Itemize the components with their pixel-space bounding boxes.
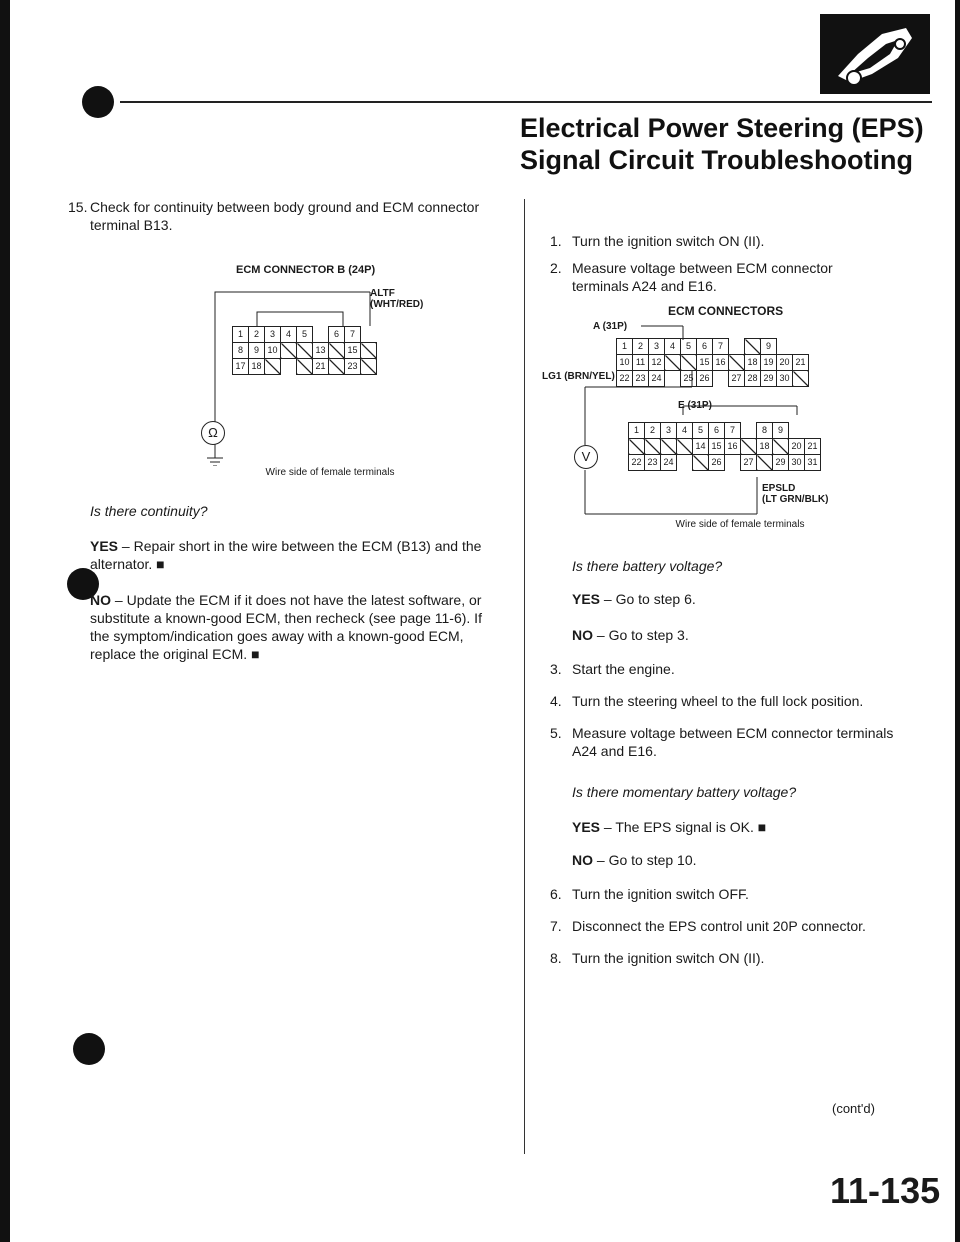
step-5 xyxy=(550,724,902,760)
terminal-16: 16 xyxy=(725,439,741,455)
page-number: 11-135 xyxy=(830,1170,941,1211)
continuity-question: Is there continuity? xyxy=(90,503,208,519)
terminal-empty xyxy=(265,359,281,375)
terminal-7: 7 xyxy=(725,423,741,439)
terminal-7: 7 xyxy=(345,327,361,343)
terminal-4: 4 xyxy=(665,339,681,355)
terminal-1: 1 xyxy=(629,423,645,439)
momentary-voltage-no: NO – Go to step 10. xyxy=(572,852,697,868)
terminal-7: 7 xyxy=(713,339,729,355)
ecm-b-caption: Wire side of female terminals xyxy=(265,467,395,478)
ecm-connector-b-grid xyxy=(232,326,377,375)
terminal-9: 9 xyxy=(761,339,777,355)
step-15-number: 15. xyxy=(68,199,88,215)
step-7 xyxy=(550,917,912,935)
terminal-empty xyxy=(793,371,809,387)
terminal-15: 15 xyxy=(697,355,713,371)
step-15 xyxy=(68,198,490,234)
no2-label: NO xyxy=(572,852,593,868)
no-text: Update the ECM if it does not have the latest software, or substitute a known-good ECM, then recheck (see page 11-6). If the symptom/indication goes away with a known-good ECM, replace the original ECM. xyxy=(90,592,482,662)
terminal-26: 26 xyxy=(697,371,713,387)
terminal-empty xyxy=(693,455,709,471)
terminal-empty xyxy=(361,359,377,375)
bullet-dot-1 xyxy=(82,86,114,118)
ecm-connector-e-grid xyxy=(628,422,821,471)
terminal-23: 23 xyxy=(633,371,649,387)
terminal-1: 1 xyxy=(233,327,249,343)
continuity-no: NO – Update the ECM if it does not have the latest software, or substitute a known-good ECM, then recheck (see page 11-6). If the symptom/indication goes away with a known-good ECM, replace the original ECM. ■ xyxy=(90,592,482,662)
continued-label: (cont'd) xyxy=(832,1101,875,1116)
ecm-b-row-3 xyxy=(233,359,377,375)
terminal-4: 4 xyxy=(677,423,693,439)
step-6-text: Turn the ignition switch OFF. xyxy=(572,886,749,902)
step-8-number: 8. xyxy=(550,950,562,966)
terminal-5: 5 xyxy=(681,339,697,355)
yes1-label: YES xyxy=(572,591,601,607)
terminal-empty xyxy=(741,439,757,455)
terminal-15: 15 xyxy=(345,343,361,359)
connector-e-label: E (31P) xyxy=(678,400,712,411)
step-4 xyxy=(550,692,902,710)
battery-voltage-yes: YES – Go to step 6. xyxy=(572,591,696,607)
terminal-empty xyxy=(297,343,313,359)
step-15-text: Check for continuity between body ground and ECM connector terminal B13. xyxy=(90,199,480,233)
momentary-voltage-question: Is there momentary battery voltage? xyxy=(572,784,797,800)
right-edge-bar xyxy=(955,0,960,1242)
terminal-14: 14 xyxy=(693,439,709,455)
step-7-number: 7. xyxy=(550,918,562,934)
terminal-empty xyxy=(329,343,345,359)
ecm-e-row-3 xyxy=(629,455,821,471)
step-8-text: Turn the ignition switch ON (II). xyxy=(572,950,765,966)
step-4-number: 4. xyxy=(550,693,562,709)
step-1 xyxy=(550,232,892,250)
terminal-18: 18 xyxy=(745,355,761,371)
terminal-2: 2 xyxy=(645,423,661,439)
terminal-20: 20 xyxy=(777,355,793,371)
terminal-empty xyxy=(729,355,745,371)
terminal-3: 3 xyxy=(265,327,281,343)
momentary-voltage-yes: YES – The EPS signal is OK. ■ xyxy=(572,819,767,835)
terminal-3: 3 xyxy=(649,339,665,355)
terminal-empty xyxy=(677,439,693,455)
terminal-28: 28 xyxy=(745,371,761,387)
step-6 xyxy=(550,885,912,903)
battery-voltage-question: Is there battery voltage? xyxy=(572,558,723,574)
terminal-29: 29 xyxy=(761,371,777,387)
altf-color-label: (WHT/RED) xyxy=(370,299,424,310)
terminal-24: 24 xyxy=(661,455,677,471)
terminal-gap xyxy=(665,371,681,387)
terminal-29: 29 xyxy=(773,455,789,471)
ohmmeter-icon: Ω xyxy=(201,421,225,445)
continuity-yes: YES – Repair short in the wire between the ECM (B13) and the alternator. ■ xyxy=(90,538,482,572)
step-5-number: 5. xyxy=(550,725,562,741)
terminal-10: 10 xyxy=(617,355,633,371)
terminal-empty xyxy=(745,339,761,355)
terminal-24: 24 xyxy=(649,371,665,387)
lg1-label: LG1 (BRN/YEL) xyxy=(542,371,615,382)
terminal-6: 6 xyxy=(697,339,713,355)
terminal-31: 31 xyxy=(805,455,821,471)
terminal-23: 23 xyxy=(345,359,361,375)
step-2-number: 2. xyxy=(550,260,562,276)
terminal-18: 18 xyxy=(757,439,773,455)
terminal-1: 1 xyxy=(617,339,633,355)
terminal-16: 16 xyxy=(713,355,729,371)
step-8 xyxy=(550,949,912,967)
terminal-27: 27 xyxy=(729,371,745,387)
terminal-empty xyxy=(361,343,377,359)
terminal-5: 5 xyxy=(297,327,313,343)
step-1-text: Turn the ignition switch ON (II). xyxy=(572,233,765,249)
bullet-dot-3 xyxy=(73,1033,105,1065)
yes-text: Repair short in the wire between the ECM (B13) and the alternator. xyxy=(90,538,482,572)
terminal-17: 17 xyxy=(233,359,249,375)
terminal-19: 19 xyxy=(761,355,777,371)
terminal-23: 23 xyxy=(645,455,661,471)
yes2-label: YES xyxy=(572,819,601,835)
terminal-empty xyxy=(645,439,661,455)
terminal-12: 12 xyxy=(649,355,665,371)
ecm-connectors-caption: Wire side of female terminals xyxy=(675,519,805,530)
no2-text: Go to step 10. xyxy=(608,852,697,868)
terminal-21: 21 xyxy=(793,355,809,371)
terminal-5: 5 xyxy=(693,423,709,439)
terminal-11: 11 xyxy=(633,355,649,371)
left-binding-bar xyxy=(0,0,10,1242)
terminal-empty xyxy=(773,439,789,455)
ecm-e-row-2 xyxy=(629,439,821,455)
column-divider xyxy=(524,199,525,1154)
terminal-gap xyxy=(677,455,693,471)
ecm-b-row-2 xyxy=(233,343,377,359)
terminal-30: 30 xyxy=(789,455,805,471)
ecm-connectors-title: ECM CONNECTORS xyxy=(668,304,784,318)
terminal-gap xyxy=(713,371,729,387)
page-title-line-2: Signal Circuit Troubleshooting xyxy=(520,145,914,175)
terminal-26: 26 xyxy=(709,455,725,471)
terminal-empty xyxy=(757,455,773,471)
step-2 xyxy=(550,259,892,295)
ecm-a-row-3 xyxy=(617,371,809,387)
terminal-18: 18 xyxy=(249,359,265,375)
terminal-21: 21 xyxy=(313,359,329,375)
ecm-b-wire-label xyxy=(370,288,423,310)
step-5-text: Measure voltage between ECM connector terminals A24 and E16. xyxy=(572,725,894,759)
terminal-27: 27 xyxy=(741,455,757,471)
step-7-text: Disconnect the EPS control unit 20P connector. xyxy=(572,918,866,934)
right-steps-b xyxy=(550,660,902,760)
terminal-20: 20 xyxy=(789,439,805,455)
terminal-2: 2 xyxy=(249,327,265,343)
terminal-empty xyxy=(665,355,681,371)
terminal-empty xyxy=(297,359,313,375)
terminal-empty xyxy=(281,343,297,359)
connector-a-label: A (31P) xyxy=(593,321,628,332)
terminal-22: 22 xyxy=(629,455,645,471)
step-6-number: 6. xyxy=(550,886,562,902)
terminal-15: 15 xyxy=(709,439,725,455)
terminal-empty xyxy=(661,439,677,455)
terminal-22: 22 xyxy=(617,371,633,387)
step-3-text: Start the engine. xyxy=(572,661,675,677)
no-label: NO xyxy=(90,592,111,608)
header-rule xyxy=(120,101,932,103)
terminal-gap xyxy=(741,423,757,439)
ecm-connector-a-grid xyxy=(616,338,809,387)
terminal-6: 6 xyxy=(329,327,345,343)
terminal-8: 8 xyxy=(233,343,249,359)
terminal-3: 3 xyxy=(661,423,677,439)
epsld-name: EPSLD xyxy=(762,483,796,494)
step-3 xyxy=(550,660,902,678)
terminal-21: 21 xyxy=(805,439,821,455)
car-logo-icon xyxy=(820,14,930,94)
terminal-30: 30 xyxy=(777,371,793,387)
battery-voltage-no: NO – Go to step 3. xyxy=(572,627,689,643)
terminal-25: 25 xyxy=(681,371,697,387)
page-title-line-1: Electrical Power Steering (EPS) xyxy=(520,113,924,143)
terminal-10: 10 xyxy=(265,343,281,359)
terminal-gap xyxy=(725,455,741,471)
yes1-text: Go to step 6. xyxy=(615,591,696,607)
step-3-number: 3. xyxy=(550,661,562,677)
terminal-empty xyxy=(681,355,697,371)
terminal-9: 9 xyxy=(249,343,265,359)
terminal-6: 6 xyxy=(709,423,725,439)
terminal-2: 2 xyxy=(633,339,649,355)
terminal-4: 4 xyxy=(281,327,297,343)
terminal-empty xyxy=(629,439,645,455)
step-2-text: Measure voltage between ECM connector terminals A24 and E16. xyxy=(572,260,833,294)
ecm-a-row-2 xyxy=(617,355,809,371)
right-steps-c xyxy=(550,885,912,967)
right-steps-a xyxy=(550,232,892,295)
terminal-empty xyxy=(329,359,345,375)
epsld-color: (LT GRN/BLK) xyxy=(762,494,829,505)
no1-label: NO xyxy=(572,627,593,643)
voltmeter-icon: V xyxy=(574,445,598,469)
altf-label: ALTF xyxy=(370,288,395,299)
terminal-13: 13 xyxy=(313,343,329,359)
terminal-gap xyxy=(729,339,745,355)
ecm-b-row-1 xyxy=(233,327,377,343)
terminal-8: 8 xyxy=(757,423,773,439)
no1-text: Go to step 3. xyxy=(608,627,689,643)
yes-label: YES xyxy=(90,538,119,554)
ecm-e-row-1 xyxy=(629,423,821,439)
ecm-b-diagram-title: ECM CONNECTOR B (24P) xyxy=(236,264,376,276)
ecm-a-row-1 xyxy=(617,339,809,355)
step-1-number: 1. xyxy=(550,233,562,249)
terminal-gap xyxy=(313,327,329,343)
terminal-gap xyxy=(281,359,297,375)
terminal-9: 9 xyxy=(773,423,789,439)
step-4-text: Turn the steering wheel to the full lock position. xyxy=(572,693,864,709)
yes2-text: The EPS signal is OK. xyxy=(615,819,754,835)
